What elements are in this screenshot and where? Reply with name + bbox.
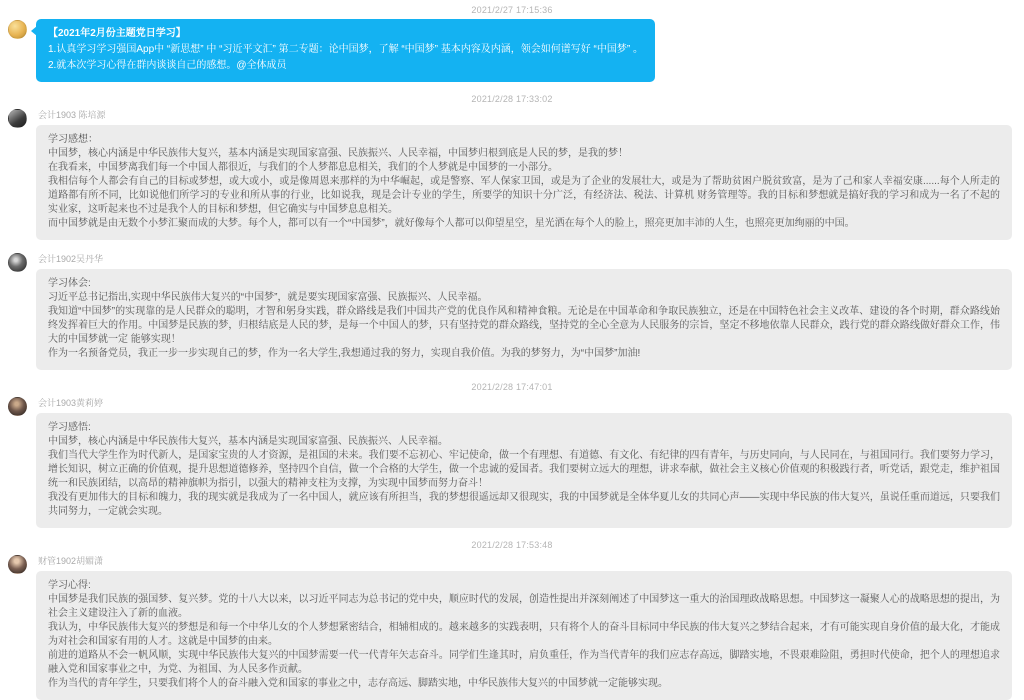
message-paragraph: 在我看来，中国梦离我们每一个中国人都很近，与我们的个人梦都息息相关，我们的个人梦就是中国梦的一小部分。	[48, 162, 558, 173]
announcement-title: 【2021年2月份主题党日学习】	[48, 28, 186, 39]
message-row	[0, 108, 1024, 240]
message-paragraph: 学习感想：	[48, 134, 98, 145]
message-paragraph: 学习心得:	[48, 580, 91, 591]
announcement-line: 2.就本次学习心得在群内谈谈自己的感想。@全体成员	[48, 60, 287, 71]
message-paragraph: 我们当代大学生作为时代新人，是国家宝贵的人才资源，是祖国的未来。我们要不忘初心、牢记使命，做一个有理想、有道德、有文化、有纪律的四有青年，与历史同向，与人民同在，与祖国同行。我们要努力学习，增长知识，树立正确的价值观，提升思想道德修养，坚持四个自信，做一个合格的大学生，做一个忠诚的爱国者。我们要树立远大的理想，讲求奉献，做社会主义核心价值观的积极践行者，听党话，跟党走，维护祖国统一和民族团结，以高昂的精神旗帜为指引，以强大的精神支柱为支撑，为实现中国梦而努力奋斗！	[48, 450, 1000, 489]
message-paragraph: 中国梦，核心内涵是中华民族伟大复兴，基本内涵是实现国家富强、民族振兴、人民幸福，中国梦归根到底是人民的梦，是我的梦！	[48, 148, 628, 159]
message-paragraph: 作为当代的青年学生，只要我们将个人的奋斗融入党和国家的事业之中，志存高远、脚踏实地，中华民族伟大复兴的中国梦就一定能够实现。	[48, 678, 668, 689]
sender-name: 财管1902胡媚潇	[38, 556, 104, 566]
message-paragraph: 习近平总书记指出,实现中华民族伟大复兴的“中国梦”，就是要实现国家富强、民族振兴、人民幸福。	[48, 292, 488, 303]
message-paragraph: 中国梦，核心内涵是中华民族伟大复兴，基本内涵是实现国家富强、民族振兴、人民幸福。	[48, 436, 448, 447]
chat-timestamp: 2021/2/28 17:47:01	[471, 382, 553, 392]
message-bubble	[36, 413, 1012, 528]
chat-timestamp: 2021/2/27 17:15:36	[471, 5, 553, 15]
chat-window	[0, 5, 1024, 689]
message-bubble	[36, 571, 1012, 700]
message-paragraph: 学习感悟:	[48, 422, 91, 433]
message-bubble	[36, 125, 1012, 240]
message-paragraph: 我知道“中国梦”的实现靠的是人民群众的聪明，才智和躬身实践，群众路线是我们中国共产党的优良作风和精神食粮。无论是在中国革命和争取民族独立，还是在中国特色社会主义改革、建设的各个时期，群众路线始终发挥着巨大的作用。中国梦是民族的梦，归根结底是人民的梦，是每一个中国人的梦，只有坚持党的群众路线，坚持党的全心全意为人民服务的宗旨，坚定不移地依靠人民群众，践行党的群众路线做好群众工作，伟大的中国梦就一定 能够实现！	[48, 306, 1000, 345]
sender-name: 会计1903 陈培源	[38, 110, 106, 120]
sender-name: 会计1902吴丹华	[38, 254, 104, 264]
announcement-row	[0, 19, 1024, 82]
message-row	[0, 396, 1024, 528]
message-row	[0, 554, 1024, 700]
message-row	[0, 252, 1024, 370]
chat-timestamp: 2021/2/28 17:53:48	[471, 540, 553, 550]
message-paragraph: 学习体会:	[48, 278, 91, 289]
message-paragraph: 中国梦是我们民族的强国梦、复兴梦。党的十八大以来，以习近平同志为总书记的党中央，顺应时代的发展，创造性提出并深刻阐述了中国梦这一重大的治国理政战略思想。中国梦这一凝聚人心的战略思想的提出，为社会主义建设注入了新的血液。	[48, 594, 1000, 619]
announcement-bubble	[36, 19, 655, 82]
avatar[interactable]	[8, 555, 27, 574]
avatar[interactable]	[8, 253, 27, 272]
message-paragraph: 而中国梦就是由无数个小梦汇聚而成的大梦。每个人，都可以有一个“中国梦”，就好像每个人都可以仰望星空，星光洒在每个人的脸上，照亮更加丰沛的人生，也照亮更加绚丽的中国。	[48, 218, 855, 229]
message-paragraph: 前进的道路从不会一帆风顺，实现中华民族伟大复兴的中国梦需要一代一代青年矢志奋斗。同学们生逢其时，肩负重任，作为当代青年的我们应志存高远，脚踏实地，不畏艰难险阻，勇担时代使命，把个人的理想追求融入党和国家事业之中，为党、为祖国、为人民多作贡献。	[48, 650, 1000, 675]
avatar[interactable]	[8, 109, 27, 128]
sender-name: 会计1903黄莉婷	[38, 398, 104, 408]
message-bubble	[36, 269, 1012, 370]
avatar[interactable]	[8, 20, 27, 39]
announcement-line: 1.认真学习学习强国App中 “新思想” 中 “习近平文汇” 第二专题：论中国梦，了解 “中国梦” 基本内容及内涵，领会如何谱写好 “中国梦” 。	[48, 44, 643, 55]
message-paragraph: 我相信每个人都会有自己的目标或梦想，或大或小，或是像周恩来那样的为中华崛起，或是警察、军人保家卫国，或是为了企业的发展壮大，或是为了帮助贫困户脱贫致富，是为了己和家人幸福安康......每个人所走的道路都有所不同，比如说他们所学习的专业和所从事的行业，比如说我，现是会计专业的学生，所要学的知识十分广泛，有经济法、税法、计算机 财务管理等。我的目标和梦想就是搞好我的学习和成为一名了不起的实业家，这听起来也不过是我个人的目标和梦想，但它确实与中国梦息息相关。	[48, 176, 1000, 215]
message-paragraph: 我认为，中华民族伟大复兴的梦想是和每一个中华儿女的个人梦想紧密结合，相辅相成的。越来越多的实践表明，只有将个人的奋斗目标同中华民族的伟大复兴之梦结合起来，才有可能实现自身价值的最大化，才能成为对社会和国家有用的人才。这就是中国梦的由来。	[48, 622, 1000, 647]
message-paragraph: 我没有更加伟大的目标和魄力，我的现实就是我成为了一名中国人，就应该有所担当，我的梦想很遥远却又很现实，我的中国梦就是全体华夏儿女的共同心声——实现中华民族的伟大复兴，虽说任重而道远，只要我们共同努力，一定就会实现。	[48, 492, 1000, 517]
avatar[interactable]	[8, 397, 27, 416]
message-paragraph: 作为一名预备党员，我正一步一步实现自己的梦，作为一名大学生,我想通过我的努力，实现自我价值。为我的梦努力，为“中国梦”加油!	[48, 348, 641, 359]
chat-timestamp: 2021/2/28 17:33:02	[471, 94, 553, 104]
